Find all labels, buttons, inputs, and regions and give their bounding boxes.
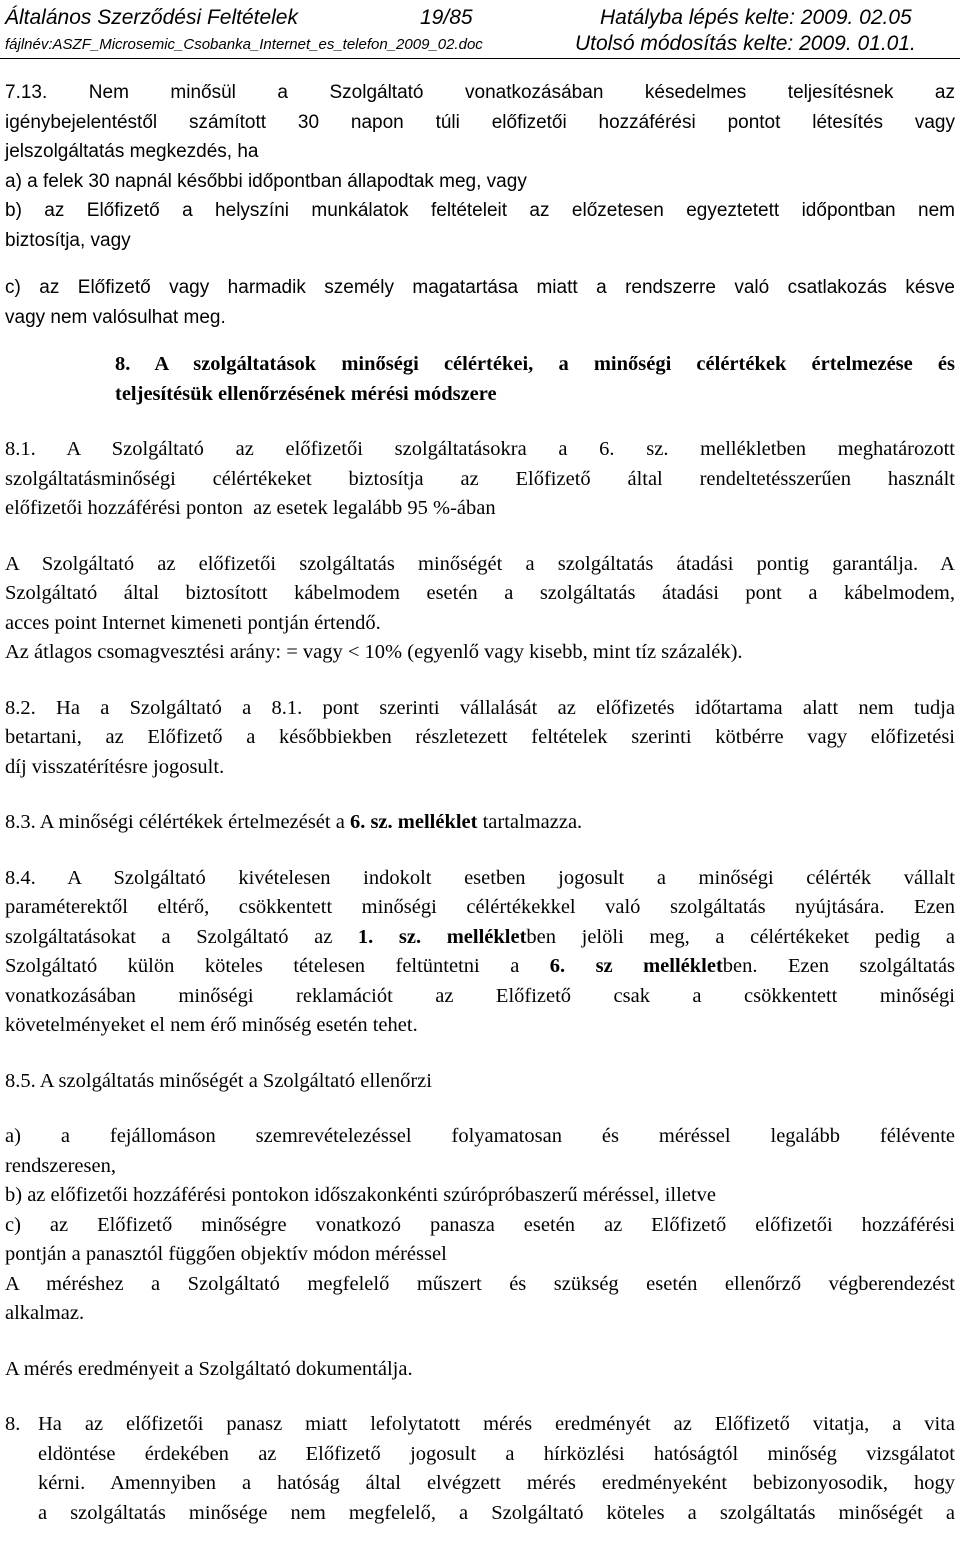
- text-line: paraméterektől eltérő, csökkentett minőségi célértékekkel való szolgáltatás nyújtására. Ezen: [5, 896, 955, 918]
- paragraph-8-3: [5, 808, 955, 838]
- document-body: [5, 78, 955, 1528]
- text-line: követelményeket el nem érő minőség esetén tehet.: [5, 1014, 418, 1036]
- text-line: jelszolgáltatás megkezdés, ha: [5, 141, 259, 162]
- item-number: 8.: [5, 1413, 21, 1435]
- header-rule: [0, 58, 960, 59]
- paragraph-8-5: [5, 1067, 955, 1385]
- text-line: Szolgáltató által biztosított kábelmodem esetén a szolgáltatás átadási pont a kábelmodem,: [5, 582, 955, 604]
- paragraph-7-13: [5, 78, 955, 332]
- text-line: rendszeresen,: [5, 1154, 116, 1177]
- paragraph-8-4: [5, 864, 955, 1041]
- text-line: A méréshez a Szolgáltató megfelelő műszert és szükség esetén ellenőrző végberendezést: [5, 1272, 955, 1295]
- paragraph-8-1: [5, 435, 955, 524]
- text-line: kérni. Amennyiben a hatóság által elvégzett mérés eredményeként bebizonyosodik, hogy: [38, 1472, 955, 1494]
- text-line: szolgáltatásokat a Szolgáltató az 1. sz. mellékletben jelöli meg, a célértékeket pedig a: [5, 925, 955, 948]
- text-line: 8.4. A Szolgáltató kivételesen indokolt esetben jogosult a minőségi célérték vállalt: [5, 866, 955, 889]
- text-line: vagy nem valósulhat meg.: [5, 306, 226, 328]
- list-item-c: c) az Előfizető vagy harmadik személy magatartása miatt a rendszerre való csatlakozás késve: [5, 277, 955, 298]
- text-line: biztosítja, vagy: [5, 229, 131, 251]
- text-line: pontján a panasztól függően objektív módon méréssel: [5, 1243, 447, 1265]
- text-line: előfizetői hozzáférési ponton az esetek legalább 95 %-ában: [5, 497, 496, 519]
- list-item-a: a) a felek 30 napnál későbbi időpontban állapodtak meg, vagy: [5, 170, 527, 192]
- paragraph-title: 8.5. A szolgáltatás minőségét a Szolgáltató ellenőrzi: [5, 1069, 432, 1092]
- heading-line: 8. A szolgáltatások minőségi célértékei, a minőségi célértékek értelmezése és: [115, 353, 955, 375]
- heading-line: teljesítésük ellenőrzésének mérési módszere: [115, 382, 497, 405]
- text-line: alkalmaz.: [5, 1302, 85, 1324]
- header-title: Általános Szerződési Feltételek: [5, 6, 298, 29]
- paragraph-8-dispute: [5, 1410, 955, 1528]
- paragraph-8-1-guarantee: [5, 550, 955, 668]
- text-line: Szolgáltató külön köteles tételesen feltüntetni a 6. sz mellékletben. Ezen szolgáltatás: [5, 955, 956, 977]
- text-line: igénybejelentéstől számított 30 napon túli előfizetői hozzáférési pontot létesítés vagy: [5, 111, 955, 133]
- section-8-heading: [5, 350, 955, 409]
- text-line: acces point Internet kimeneti pontján értendő.: [5, 611, 381, 634]
- text-line: Az átlagos csomagvesztési arány: = vagy < 10% (egyenlő vagy kisebb, mint tíz százalék).: [5, 641, 743, 663]
- text-line: vonatkozásában minőségi reklamációt az Előfizető csak a csökkentett minőségi: [5, 984, 955, 1007]
- text-line: 8.1. A Szolgáltató az előfizetői szolgáltatásokra a 6. sz. mellékletben meghatározott: [5, 438, 955, 460]
- text-line: 8.3. A minőségi célértékek értelmezését a 6. sz. melléklet tartalmazza.: [5, 811, 583, 833]
- text-line: a szolgáltatás minősége nem megfelelő, a Szolgáltató köteles a szolgáltatás minőségét a: [38, 1501, 955, 1524]
- list-item-b: b) az előfizetői hozzáférési pontokon időszakonkénti szúrópróbaszerű méréssel, illetve: [5, 1184, 716, 1206]
- text-line: szolgáltatásminőségi célértékeket biztosítja az Előfizető által rendeltetésszerűen használt: [5, 467, 955, 490]
- header-filename: fájlnév:ASZF_Microsemic_Csobanka_Internet_es_telefon_2009_02.doc: [5, 36, 483, 53]
- list-item-c: c) az Előfizető minőségre vonatkozó panasza esetén az Előfizető előfizetői hozzáférési: [5, 1213, 955, 1236]
- text-line: eldöntése érdekében az Előfizető jogosult a hírközlési hatóságtól minőség vizsgálatot: [38, 1442, 955, 1465]
- text-line: betartani, az Előfizető a későbbiekben részletezett feltételek szerinti kötbérre vagy előfizetési: [5, 726, 955, 748]
- header-page-number: 19/85: [420, 6, 473, 29]
- header-modified-date: Utolsó módosítás kelte: 2009. 01.01.: [575, 32, 916, 55]
- text-line: 7.13. Nem minősül a Szolgáltató vonatkozásában késedelmes teljesítésnek az: [5, 82, 955, 103]
- paragraph-8-2: [5, 694, 955, 783]
- text-line: Ha az előfizetői panasz miatt lefolytatott mérés eredményét az Előfizető vitatja, a vita: [38, 1413, 955, 1435]
- text-line: A Szolgáltató az előfizetői szolgáltatás minőségét a szolgáltatás átadási pontig garantálja. A: [5, 552, 955, 575]
- list-item-a: a) a fejállomáson szemrevételezéssel folyamatosan és méréssel legalább félévente: [5, 1125, 955, 1147]
- header-effective-date: Hatályba lépés kelte: 2009. 02.05: [600, 6, 912, 29]
- text-line: díj visszatérítésre jogosult.: [5, 755, 225, 778]
- text-line: 8.2. Ha a Szolgáltató a 8.1. pont szerinti vállalását az előfizetés időtartama alatt nem tudja: [5, 696, 955, 719]
- list-item-b: b) az Előfizető a helyszíni munkálatok feltételeit az előzetesen egyeztetett időpontban nem: [5, 200, 955, 221]
- text-line: A mérés eredményeit a Szolgáltató dokumentálja.: [5, 1357, 413, 1380]
